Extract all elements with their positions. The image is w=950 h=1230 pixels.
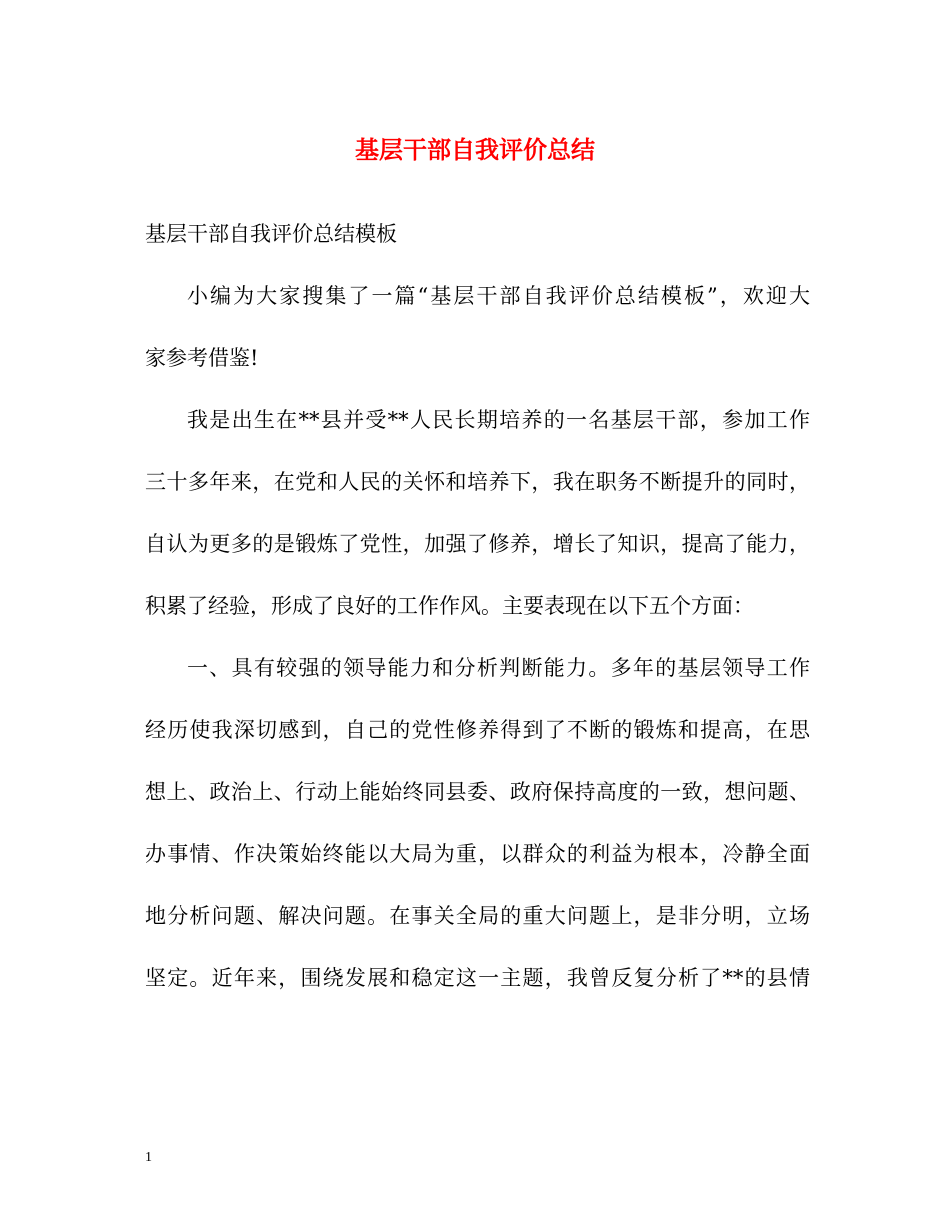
paragraph-line: 想上、政治上、行动上能始终同县委、政府保持高度的一致，想问题、	[145, 780, 810, 804]
page-number: 1	[145, 1150, 152, 1165]
paragraph-line: 一、具有较强的领导能力和分析判断能力。多年的基层领导工作	[187, 656, 810, 680]
paragraph-line: 自认为更多的是锻炼了党性，加强了修养，增长了知识，提高了能力，	[145, 532, 810, 556]
subtitle-line: 基层干部自我评价总结模板	[145, 222, 397, 246]
paragraph-line: 小编为大家搜集了一篇“基层干部自我评价总结模板”，欢迎大	[187, 284, 810, 308]
paragraph-line: 地分析问题、解决问题。在事关全局的重大问题上，是非分明，立场	[145, 904, 810, 928]
document-title: 基层干部自我评价总结	[355, 135, 595, 164]
paragraph-line: 积累了经验，形成了良好的工作作风。主要表现在以下五个方面：	[145, 594, 754, 618]
paragraph-line: 我是出生在**县并受**人民长期培养的一名基层干部，参加工作	[187, 408, 810, 432]
paragraph-line: 办事情、作决策始终能以大局为重，以群众的利益为根本，冷静全面	[145, 842, 810, 866]
paragraph-line: 家参考借鉴!	[145, 346, 259, 370]
paragraph-line: 三十多年来，在党和人民的关怀和培养下，我在职务不断提升的同时，	[145, 470, 810, 494]
document-body	[145, 216, 810, 1022]
paragraph-line: 经历使我深切感到，自己的党性修养得到了不断的锻炼和提高，在思	[145, 718, 810, 742]
paragraph-line: 坚定。近年来，围绕发展和稳定这一主题，我曾反复分析了**的县情	[145, 966, 810, 990]
